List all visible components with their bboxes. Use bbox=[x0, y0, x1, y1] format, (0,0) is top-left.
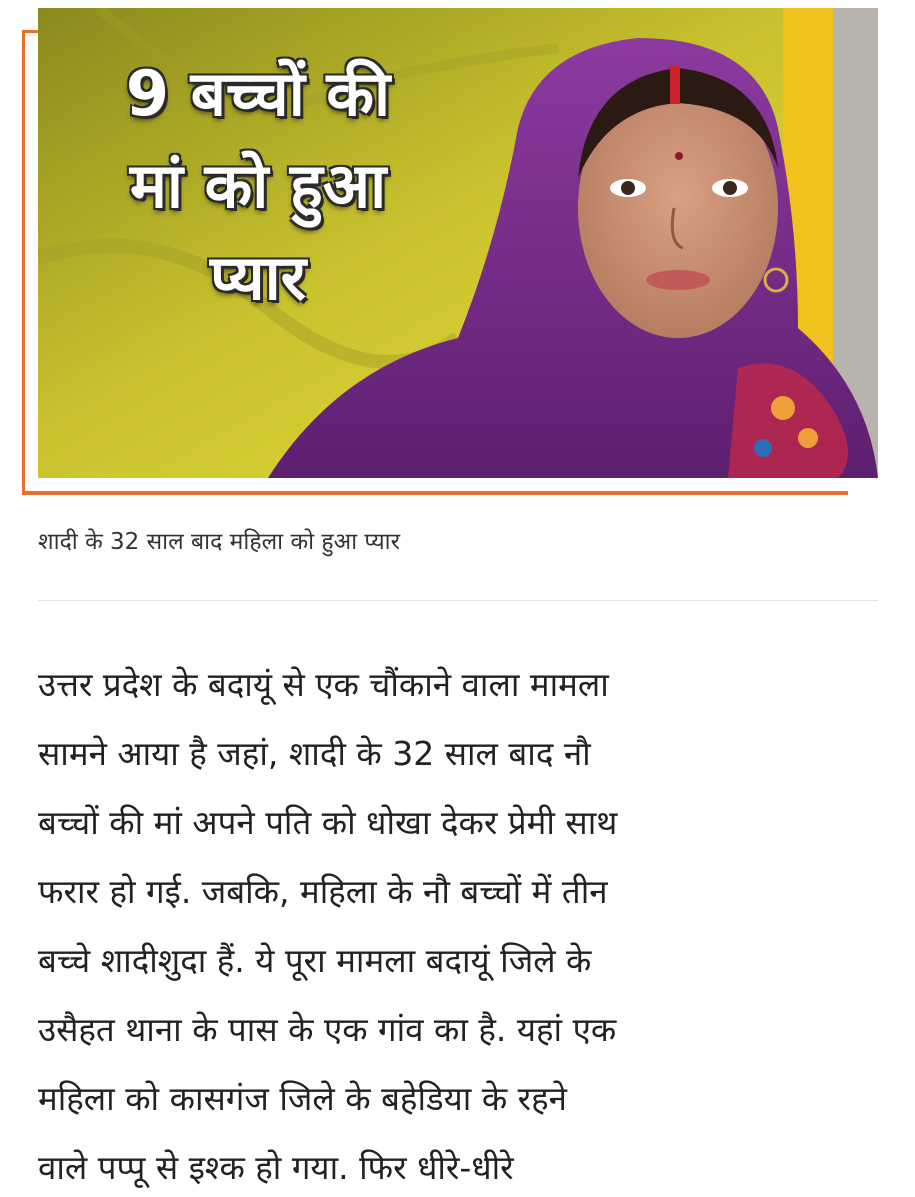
article-line: महिला को कासगंज जिले के बहेडिया के रहने bbox=[38, 1079, 567, 1118]
article-line: सामने आया है जहां, शादी के 32 साल बाद नौ bbox=[38, 734, 591, 773]
divider bbox=[38, 600, 878, 601]
article-line: वाले पप्पू से इश्क हो गया. फिर धीरे-धीरे bbox=[38, 1148, 514, 1187]
image-caption: शादी के 32 साल बाद महिला को हुआ प्यार bbox=[38, 529, 401, 555]
headline-line-2: मां को हुआ bbox=[129, 149, 387, 222]
article-line: बच्चे शादीशुदा हैं. ये पूरा मामला बदायूं जिले के bbox=[38, 941, 592, 980]
article-line: उत्तर प्रदेश के बदायूं से एक चौंकाने वाला मामला bbox=[38, 665, 609, 704]
article-line: उसैहत थाना के पास के एक गांव का है. यहां एक bbox=[38, 1010, 617, 1049]
article-line: फरार हो गई. जबकि, महिला के नौ बच्चों में तीन bbox=[38, 872, 608, 911]
headline-line-3: प्यार bbox=[209, 241, 307, 314]
article-line: बच्चों की मां अपने पति को धोखा देकर प्रेमी साथ bbox=[38, 803, 618, 842]
hero-image[interactable] bbox=[38, 8, 878, 478]
headline-line-1: 9 बच्चों की bbox=[125, 57, 391, 130]
hero-headline bbox=[78, 48, 438, 324]
frame-accent-bottom bbox=[22, 491, 848, 495]
frame-accent-left bbox=[22, 30, 25, 495]
article-body bbox=[38, 650, 878, 1197]
